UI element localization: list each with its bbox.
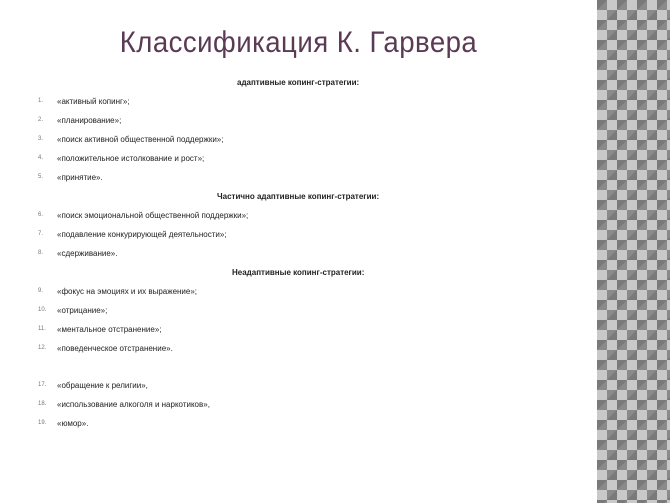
- item-number: 8.: [38, 250, 44, 256]
- list-item: [0, 325, 597, 337]
- item-number: 2.: [38, 117, 44, 123]
- item-text: «ментальное отстранение»;: [57, 325, 162, 334]
- item-number: 6.: [38, 212, 44, 218]
- section-heading-adaptive: адаптивные копинг-стратегии:: [237, 78, 360, 87]
- item-number: 1.: [38, 98, 44, 104]
- item-text: «фокус на эмоциях и их выражение»;: [57, 287, 198, 296]
- section-heading-nonadaptive: Неадаптивные копинг-стратегии:: [232, 268, 365, 277]
- list-item: [0, 230, 597, 242]
- item-number: 7.: [38, 231, 44, 237]
- list-item: [0, 211, 597, 223]
- list-item: [0, 419, 597, 431]
- item-number: 4.: [38, 155, 44, 161]
- list-item: [0, 135, 597, 147]
- item-number: 9.: [38, 288, 44, 294]
- decorative-pattern-sidebar: [597, 0, 670, 503]
- list-item: [0, 344, 597, 356]
- item-number: 12.: [38, 345, 47, 351]
- list-item: [0, 116, 597, 128]
- item-text: «юмор».: [57, 419, 89, 428]
- item-text: «активный копинг»;: [57, 97, 130, 106]
- slide-title: Классификация К. Гарвера: [119, 26, 478, 59]
- item-number: 3.: [38, 136, 44, 142]
- item-text: «использование алкоголя и наркотиков»,: [57, 400, 210, 409]
- item-text: «подавление конкурирующей деятельности»;: [57, 230, 227, 239]
- list-item: [0, 287, 597, 299]
- item-number: 11.: [38, 326, 46, 332]
- item-number: 18.: [38, 401, 47, 407]
- item-number: 17.: [38, 382, 47, 388]
- item-text: «обращение к религии»,: [57, 381, 148, 390]
- item-text: «поведенческое отстранение».: [57, 344, 173, 353]
- list-item: [0, 154, 597, 166]
- list-item: [0, 249, 597, 261]
- item-text: «поиск эмоциональной общественной поддержки»;: [57, 211, 249, 220]
- item-text: «отрицание»;: [57, 306, 108, 315]
- list-item: [0, 97, 597, 109]
- item-text: «положительное истолкование и рост»;: [57, 154, 205, 163]
- list-item: [0, 173, 597, 185]
- list-item: [0, 306, 597, 318]
- item-number: 19.: [38, 420, 47, 426]
- item-text: «планирование»;: [57, 116, 122, 125]
- item-text: «поиск активной общественной поддержки»;: [57, 135, 224, 144]
- item-text: «принятие».: [57, 173, 103, 182]
- item-number: 5.: [38, 174, 44, 180]
- section-heading-partial: Частично адаптивные копинг-стратегии:: [217, 192, 380, 201]
- list-item: [0, 381, 597, 393]
- item-number: 10.: [38, 307, 47, 313]
- item-text: «сдерживание».: [57, 249, 118, 258]
- list-item: [0, 400, 597, 412]
